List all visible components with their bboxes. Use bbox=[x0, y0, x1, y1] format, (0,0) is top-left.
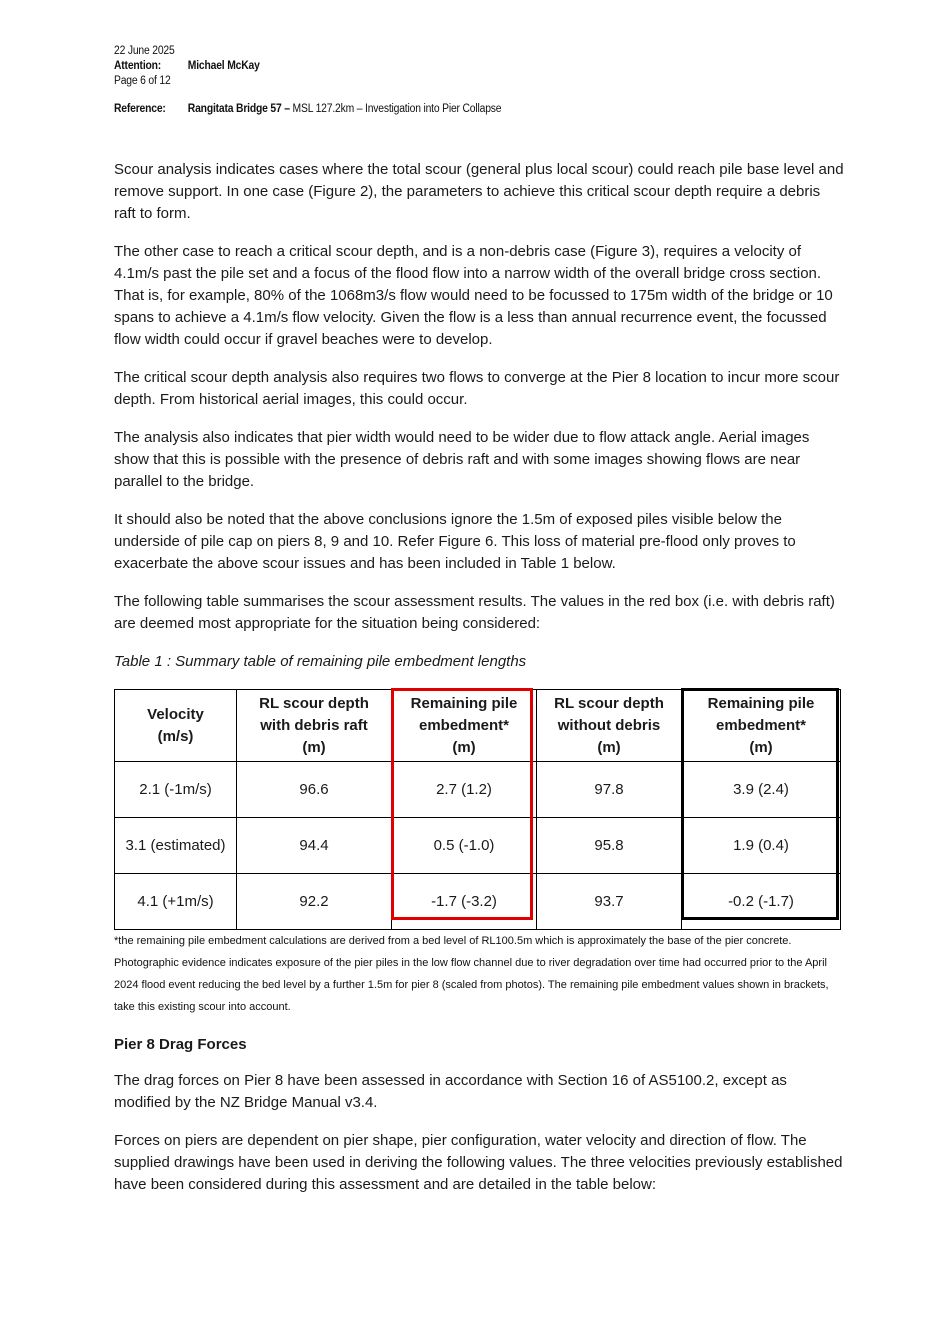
header-attention bbox=[114, 59, 501, 74]
document-body bbox=[114, 159, 844, 1212]
header-velocity: Velocity (m/s) bbox=[115, 690, 237, 762]
table-cell: 2.7 (1.2) bbox=[392, 762, 537, 818]
paragraph: It should also be noted that the above conclusions ignore the 1.5m of exposed piles visible below the underside of pile cap on piers 8, 9 and 10. Refer Figure 6. This loss of material pre-flood only proves to exacerbate the above scour issues and has been included in Table 1 below. bbox=[114, 511, 796, 572]
header-rl-without-debris: RL scour depth without debris (m) bbox=[537, 690, 682, 762]
table-row bbox=[115, 818, 841, 874]
paragraph: The drag forces on Pier 8 have been assessed in accordance with Section 16 of AS5100.2, except as modified by the NZ Bridge Manual v3.4. bbox=[114, 1072, 787, 1111]
table-cell: 1.9 (0.4) bbox=[682, 818, 841, 874]
reference-label: Reference: bbox=[114, 103, 166, 115]
table-cell: 95.8 bbox=[537, 818, 682, 874]
paragraph: Scour analysis indicates cases where the total scour (general plus local scour) could reach pile base level and remove support. In one case (Figure 2), the parameters to achieve this critical scour depth require a debris raft to form. bbox=[114, 161, 844, 222]
header-page-number: Page 6 of 12 bbox=[114, 75, 171, 87]
header-embedment-with-debris: Remaining pile embedment* (m) bbox=[392, 690, 537, 762]
attention-label: Attention: bbox=[114, 60, 162, 72]
attention-value: Michael McKay bbox=[187, 60, 260, 72]
reference-bold: Rangitata Bridge 57 – bbox=[187, 103, 290, 115]
table-caption: Table 1 : Summary table of remaining pile embedment lengths bbox=[114, 653, 527, 670]
paragraph: Forces on piers are dependent on pier shape, pier configuration, water velocity and direction of flow. The supplied drawings have been used in deriving the following values. The three velocities previously established have been considered during this assessment and are detailed in the table below: bbox=[114, 1132, 843, 1193]
letter-header bbox=[114, 44, 501, 117]
table-cell: -1.7 (-3.2) bbox=[392, 874, 537, 930]
table-cell: 3.1 (estimated) bbox=[115, 818, 237, 874]
header-date: 22 June 2025 bbox=[114, 45, 175, 57]
table-cell: 96.6 bbox=[237, 762, 392, 818]
table-cell: 3.9 (2.4) bbox=[682, 762, 841, 818]
scour-summary-table bbox=[114, 689, 841, 930]
table-cell: 0.5 (-1.0) bbox=[392, 818, 537, 874]
reference-rest: MSL 127.2km – Investigation into Pier Collapse bbox=[289, 103, 502, 115]
table-row bbox=[115, 762, 841, 818]
table-cell: 94.4 bbox=[237, 818, 392, 874]
section-heading: Pier 8 Drag Forces bbox=[114, 1036, 247, 1053]
paragraph: The critical scour depth analysis also requires two flows to converge at the Pier 8 location to incur more scour depth. From historical aerial images, this could occur. bbox=[114, 369, 840, 408]
table-cell: 97.8 bbox=[537, 762, 682, 818]
table-footnote: *the remaining pile embedment calculations are derived from a bed level of RL100.5m which is approximately the base of the pier concrete. Photographic evidence indicates exposure of the pier piles in the low flow channel due to river degradation over time had occurred prior to the April 2024 flood event reducing the bed level by a further 1.5m for pier 8 (scaled from photos). The remaining pile embedment values shown in brackets, take this existing scour into account. bbox=[114, 935, 829, 1013]
paragraph: The analysis also indicates that pier width would need to be wider due to flow attack angle. Aerial images show that this is possible with the presence of debris raft and with some images showing flows are near parallel to the bridge. bbox=[114, 429, 810, 490]
header-rl-with-debris: RL scour depth with debris raft (m) bbox=[237, 690, 392, 762]
table-cell: 92.2 bbox=[237, 874, 392, 930]
paragraph: The other case to reach a critical scour depth, and is a non-debris case (Figure 3), requires a velocity of 4.1m/s past the pile set and a focus of the flood flow into a narrow width of the overall bridge cross section. That is, for example, 80% of the 1068m3/s flow would need to be focussed to 175m width of the bridge or 10 spans to achieve a 4.1m/s flow velocity. Given the flow is a less than annual recurrence event, the focussed flow width could occur if gravel beaches were to develop. bbox=[114, 243, 833, 348]
table-header-row bbox=[115, 690, 841, 762]
header-reference bbox=[114, 102, 501, 117]
table-row bbox=[115, 874, 841, 930]
table-cell: -0.2 (-1.7) bbox=[682, 874, 841, 930]
table-wrapper bbox=[114, 689, 840, 930]
paragraph: The following table summarises the scour assessment results. The values in the red box (i.e. with debris raft) are deemed most appropriate for the situation being considered: bbox=[114, 593, 835, 632]
table-cell: 4.1 (+1m/s) bbox=[115, 874, 237, 930]
table-cell: 2.1 (-1m/s) bbox=[115, 762, 237, 818]
table-cell: 93.7 bbox=[537, 874, 682, 930]
header-embedment-without-debris: Remaining pile embedment* (m) bbox=[682, 690, 841, 762]
